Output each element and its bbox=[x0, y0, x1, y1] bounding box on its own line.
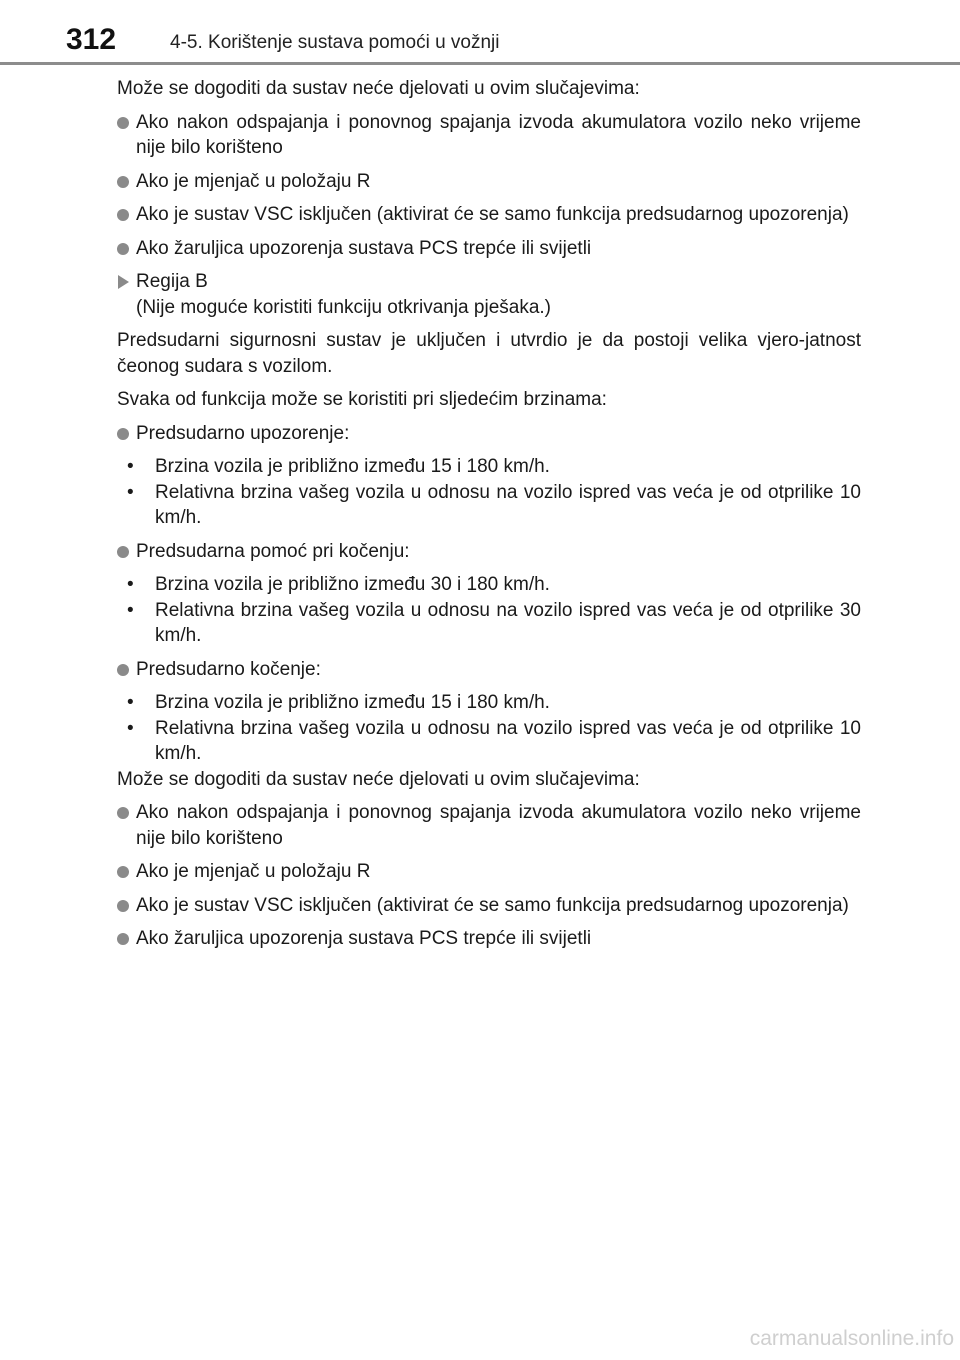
function-name: Predsudarno kočenje: bbox=[117, 657, 861, 683]
page-header bbox=[0, 0, 960, 70]
triangle-right-icon bbox=[118, 275, 129, 289]
body-paragraph-1: Predsudarni sigurnosni sustav je uključen i utvrdio je da postoji velika vjero-jatnost čeonog sudara s vozilom. bbox=[117, 330, 861, 377]
function-conditions bbox=[117, 454, 861, 531]
list-item: • Brzina vozila je približno između 30 i 180 km/h. bbox=[117, 572, 861, 598]
function-conditions bbox=[117, 690, 861, 767]
function-group-brake-assist bbox=[117, 539, 861, 649]
list-item: Ako je mjenjač u položaju R bbox=[117, 169, 861, 195]
bullet-mark: • bbox=[127, 717, 134, 739]
bullet-dot-icon bbox=[117, 176, 129, 188]
header-divider bbox=[0, 62, 960, 65]
page-number: 312 bbox=[66, 23, 117, 56]
intro-paragraph-2: Može se dogoditi da sustav neće djelovati u ovim slučajevima: bbox=[117, 768, 640, 790]
bullet-dot-icon bbox=[117, 933, 129, 945]
list-item: Ako je sustav VSC isključen (aktivirat će se samo funkcija predsudarnog upozorenja) bbox=[117, 202, 861, 228]
bullet-dot-icon bbox=[117, 866, 129, 878]
function-name: Predsudarno upozorenje: bbox=[117, 421, 861, 447]
function-group-warning bbox=[117, 421, 861, 531]
bullet-mark: • bbox=[127, 456, 134, 477]
conditions-list-2 bbox=[117, 800, 861, 952]
list-item: Ako nakon odspajanja i ponovnog spajanja izvoda akumulatora vozilo neko vrijeme nije bilo korišteno bbox=[117, 110, 861, 161]
bullet-dot-icon bbox=[117, 428, 129, 440]
list-item: Ako nakon odspajanja i ponovnog spajanja izvoda akumulatora vozilo neko vrijeme nije bilo korišteno bbox=[117, 800, 861, 851]
bullet-dot-icon bbox=[117, 243, 129, 255]
bullet-dot-icon bbox=[117, 546, 129, 558]
bullet-dot-icon bbox=[117, 664, 129, 676]
list-item: • Brzina vozila je približno između 15 i 180 km/h. bbox=[117, 690, 861, 716]
list-item: • Brzina vozila je približno između 15 i 180 km/h. bbox=[117, 454, 861, 480]
bullet-mark: • bbox=[127, 599, 134, 621]
site-watermark: carmanualsonline.info bbox=[749, 1327, 954, 1350]
bullet-dot-icon bbox=[117, 900, 129, 912]
list-item: • Relativna brzina vašeg vozila u odnosu na vozilo ispred vas veća je od otprilike 10 km/h. bbox=[127, 717, 861, 764]
page-content bbox=[117, 76, 861, 960]
list-item: Ako je sustav VSC isključen (aktivirat će se samo funkcija predsudarnog upozorenja) bbox=[117, 893, 861, 919]
list-item: Ako žaruljica upozorenja sustava PCS trepće ili svijetli bbox=[117, 236, 861, 262]
section-title: 4-5. Korištenje sustava pomoći u vožnji bbox=[170, 32, 500, 53]
conditions-list-1 bbox=[117, 110, 861, 262]
bullet-dot-icon bbox=[117, 807, 129, 819]
bullet-mark: • bbox=[127, 481, 134, 503]
bullet-dot-icon bbox=[117, 209, 129, 221]
region-title: Regija B bbox=[136, 271, 208, 292]
region-heading bbox=[117, 269, 861, 320]
function-conditions bbox=[117, 572, 861, 649]
list-item: Ako žaruljica upozorenja sustava PCS trepće ili svijetli bbox=[117, 926, 861, 952]
list-item: • Relativna brzina vašeg vozila u odnosu na vozilo ispred vas veća je od otprilike 10 km/h. bbox=[127, 481, 861, 528]
list-item: • Relativna brzina vašeg vozila u odnosu na vozilo ispred vas veća je od otprilike 30 km/h. bbox=[127, 599, 861, 646]
region-note: (Nije moguće koristiti funkciju otkrivanja pješaka.) bbox=[136, 296, 551, 318]
list-item: Ako je mjenjač u položaju R bbox=[117, 859, 861, 885]
bullet-mark: • bbox=[127, 574, 134, 595]
intro-paragraph-1: Može se dogoditi da sustav neće djelovati u ovim slučajevima: bbox=[117, 78, 640, 99]
bullet-dot-icon bbox=[117, 117, 129, 129]
bullet-mark: • bbox=[127, 692, 134, 713]
function-group-braking bbox=[117, 657, 861, 767]
function-name: Predsudarna pomoć pri kočenju: bbox=[117, 539, 861, 565]
body-paragraph-2: Svaka od funkcija može se koristiti pri sljedećim brzinama: bbox=[117, 389, 607, 410]
